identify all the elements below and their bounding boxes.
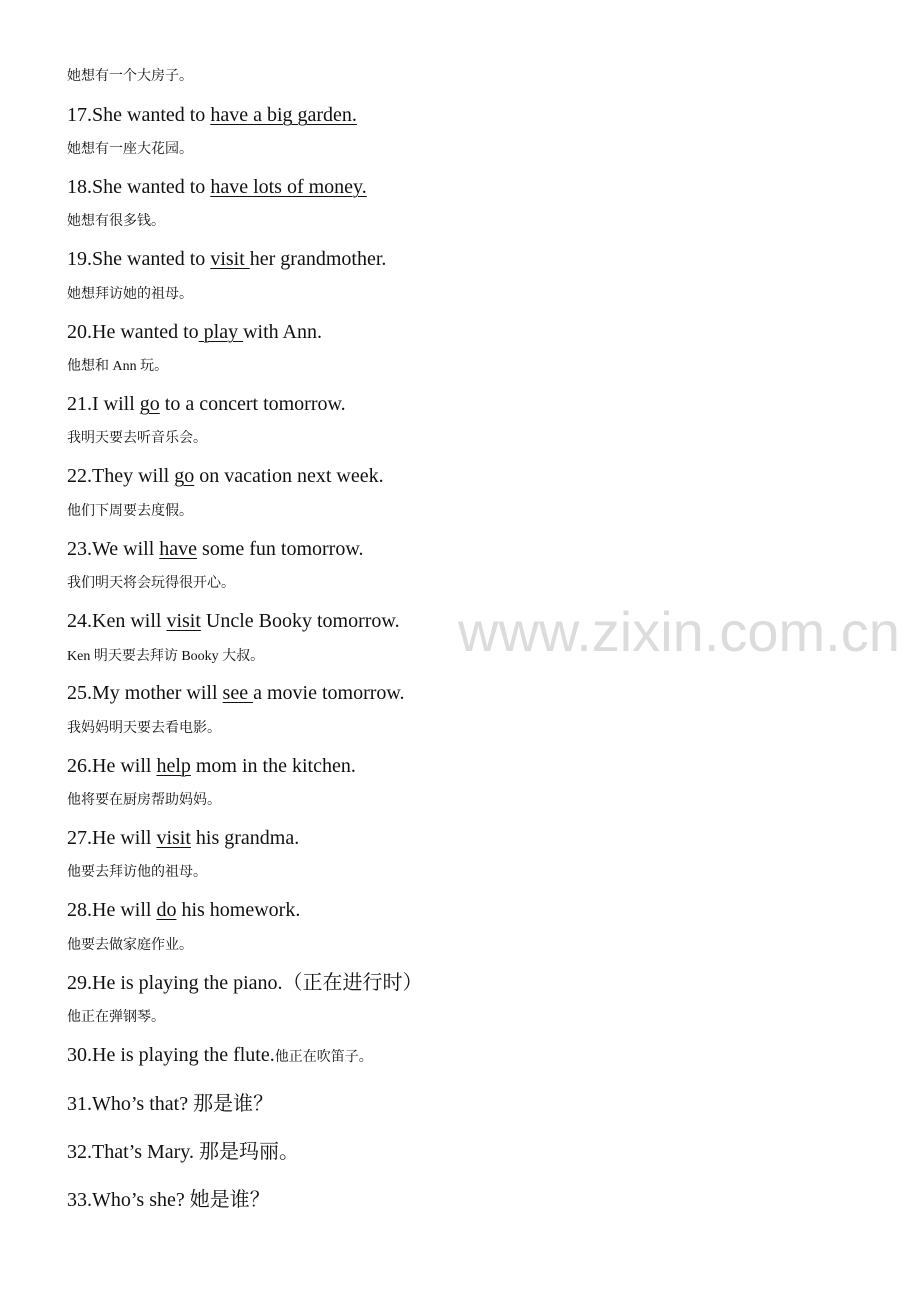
translation-line: 他们下周要去度假。 (67, 504, 193, 519)
sentence-29: 29.He is playing the piano.（正在进行时） (67, 972, 423, 994)
sentence-22 (67, 464, 384, 488)
sentence-text: mom in the kitchen. (190, 755, 356, 777)
underlined-phrase: play (198, 321, 244, 343)
watermark: www.zixin.com.cn (458, 600, 900, 663)
sentence-23 (67, 537, 364, 561)
sentence-17 (67, 103, 357, 127)
translation-line: 她想拜访她的祖母。 (67, 287, 193, 302)
sentence-25 (67, 681, 405, 705)
sentence-18 (67, 175, 367, 199)
inline-translation: 他正在吹笛子。 (274, 1050, 373, 1065)
sentence-text: 19.She wanted to (67, 248, 211, 270)
sentence-30 (67, 1043, 373, 1070)
translation-line: 她想有一个大房子。 (67, 69, 193, 84)
translation-line: 我们明天将会玩得很开心。 (67, 576, 235, 591)
translation-line: 她想有很多钱。 (67, 214, 165, 229)
sentence-text: Uncle Booky tomorrow. (200, 610, 400, 632)
sentence-text: a movie tomorrow. (253, 682, 405, 704)
sentence-text: 27.He will (67, 827, 157, 849)
translation-line: 我明天要去听音乐会。 (67, 431, 207, 446)
sentence-28 (67, 898, 300, 922)
underlined-phrase: visit (210, 248, 250, 270)
sentence-20 (67, 320, 322, 344)
translation-line: 他要去拜访他的祖母。 (67, 865, 207, 880)
sentence-32: 32.That’s Mary. 那是玛丽。 (67, 1141, 300, 1163)
sentence-text: 21.I will (67, 393, 140, 415)
translation-line: 他要去做家庭作业。 (67, 938, 193, 953)
translation-line: Ken 明天要去拜访 Booky 大叔。 (67, 649, 265, 664)
sentence-19 (67, 247, 386, 271)
underlined-phrase: visit (156, 827, 191, 849)
sentence-text: his grandma. (190, 827, 300, 849)
underlined-phrase: go (139, 393, 160, 415)
sentence-text: some fun tomorrow. (197, 538, 364, 560)
sentence-26 (67, 754, 356, 778)
translation-line: 她想有一座大花园。 (67, 142, 193, 157)
sentence-text: to a concert tomorrow. (159, 393, 346, 415)
sentence-text: 18.She wanted to (67, 176, 211, 198)
sentence-text: 25.My mother will (67, 682, 223, 704)
underlined-phrase: have (159, 538, 198, 560)
sentence-text: with Ann. (243, 321, 322, 343)
underlined-phrase: have lots of money. (210, 176, 367, 198)
sentence-text: 26.He will (67, 755, 157, 777)
translation-line: 他正在弹钢琴。 (67, 1010, 165, 1025)
underlined-phrase: help (156, 755, 191, 777)
sentence-text: on vacation next week. (194, 465, 384, 487)
sentence-24 (67, 609, 400, 633)
translation-line: 他想和 Ann 玩。 (67, 359, 169, 374)
translation-line: 我妈妈明天要去看电影。 (67, 721, 221, 736)
sentence-text: his homework. (176, 899, 301, 921)
sentence-text: 24.Ken will (67, 610, 167, 632)
sentence-21 (67, 392, 346, 416)
underlined-phrase: see (222, 682, 254, 704)
sentence-text: 17.She wanted to (67, 104, 211, 126)
sentence-text: 23.We will (67, 538, 160, 560)
underlined-phrase: do (156, 899, 177, 921)
underlined-phrase: go (174, 465, 195, 487)
sentence-31: 31.Who’s that? 那是谁？ (67, 1093, 274, 1115)
sentence-text: 20.He wanted to (67, 321, 199, 343)
sentence-text: 22.They will (67, 465, 175, 487)
underlined-phrase: visit (166, 610, 201, 632)
sentence-text: her grandmother. (249, 248, 387, 270)
sentence-text: 30.He is playing the flute. (67, 1044, 275, 1066)
sentence-text: 28.He will (67, 899, 157, 921)
translation-line: 他将要在厨房帮助妈妈。 (67, 793, 221, 808)
underlined-phrase: have a big garden. (210, 104, 357, 126)
sentence-33: 33.Who’s she? 她是谁？ (67, 1189, 270, 1211)
sentence-27 (67, 826, 299, 850)
